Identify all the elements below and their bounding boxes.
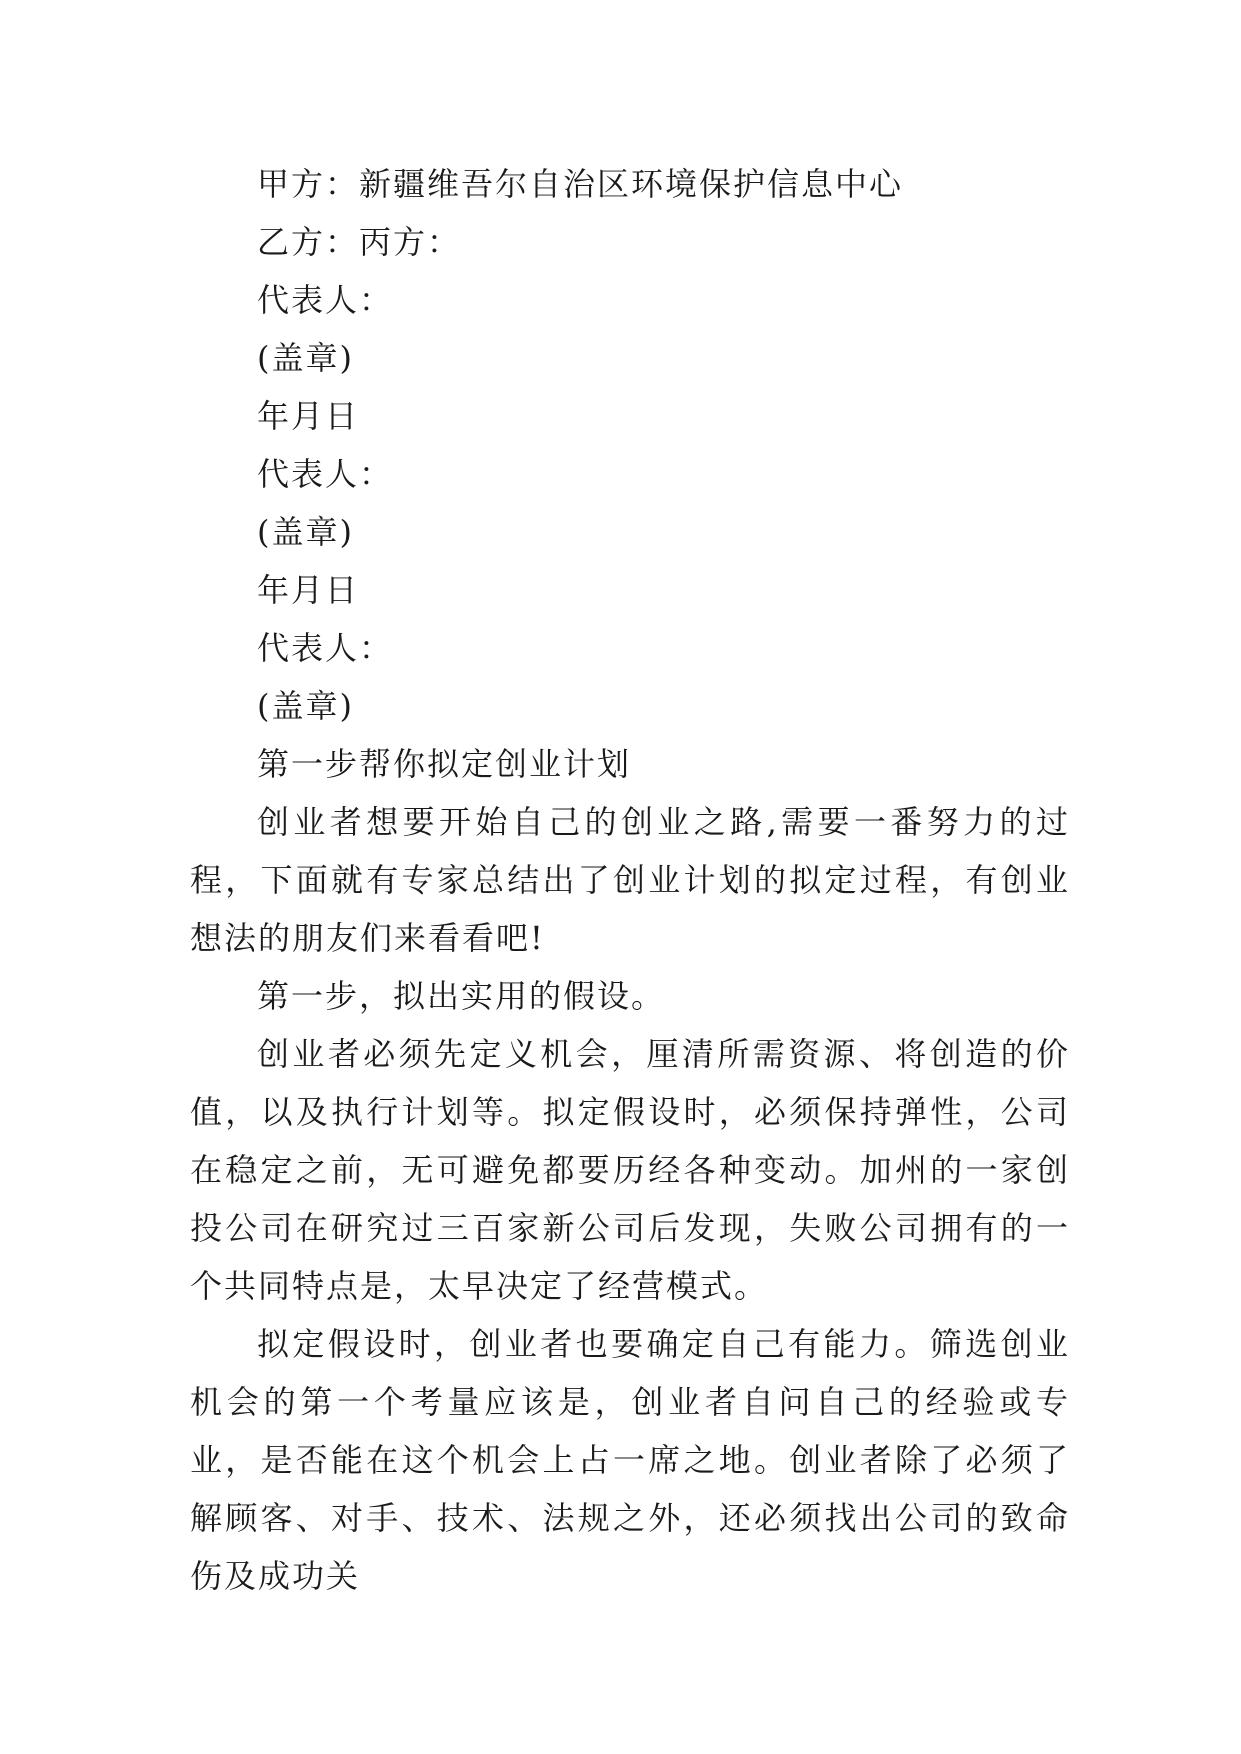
section-heading: 第一步帮你拟定创业计划 bbox=[257, 745, 632, 783]
representative-label: 代表人： bbox=[257, 629, 394, 667]
date-label: 年月日 bbox=[257, 397, 360, 435]
body-paragraph: 创业者必须先定义机会，厘清所需资源、将创造的价值，以及执行计划等。拟定假设时，必须保持弹性，公司在稳定之前，无可避免都要历经各种变动。加州的一家创投公司在研究过三百家新公司后发现，失败公司拥有的一个共同特点是，太早决定了经营模式。 bbox=[190, 1035, 1070, 1305]
date-label: 年月日 bbox=[257, 571, 360, 609]
seal-label: (盖章) bbox=[257, 513, 354, 551]
seal-label: (盖章) bbox=[257, 687, 354, 725]
party-a-line: 甲方：新疆维吾尔自治区环境保护信息中心 bbox=[257, 165, 904, 203]
seal-label: (盖章) bbox=[257, 339, 354, 377]
representative-label: 代表人： bbox=[257, 455, 394, 493]
step-one-heading: 第一步，拟出实用的假设。 bbox=[257, 977, 666, 1015]
body-paragraph: 拟定假设时，创业者也要确定自己有能力。筛选创业机会的第一个考量应该是，创业者自问自己的经验或专业，是否能在这个机会上占一席之地。创业者除了必须了解顾客、对手、技术、法规之外，还必须找出公司的致命伤及成功关 bbox=[190, 1325, 1070, 1595]
party-b-c-line: 乙方：丙方： bbox=[257, 223, 462, 261]
intro-paragraph: 创业者想要开始自己的创业之路,需要一番努力的过程，下面就有专家总结出了创业计划的拟定过程，有创业想法的朋友们来看看吧! bbox=[190, 803, 1070, 957]
document-body bbox=[190, 155, 1070, 1605]
representative-label: 代表人： bbox=[257, 281, 394, 319]
